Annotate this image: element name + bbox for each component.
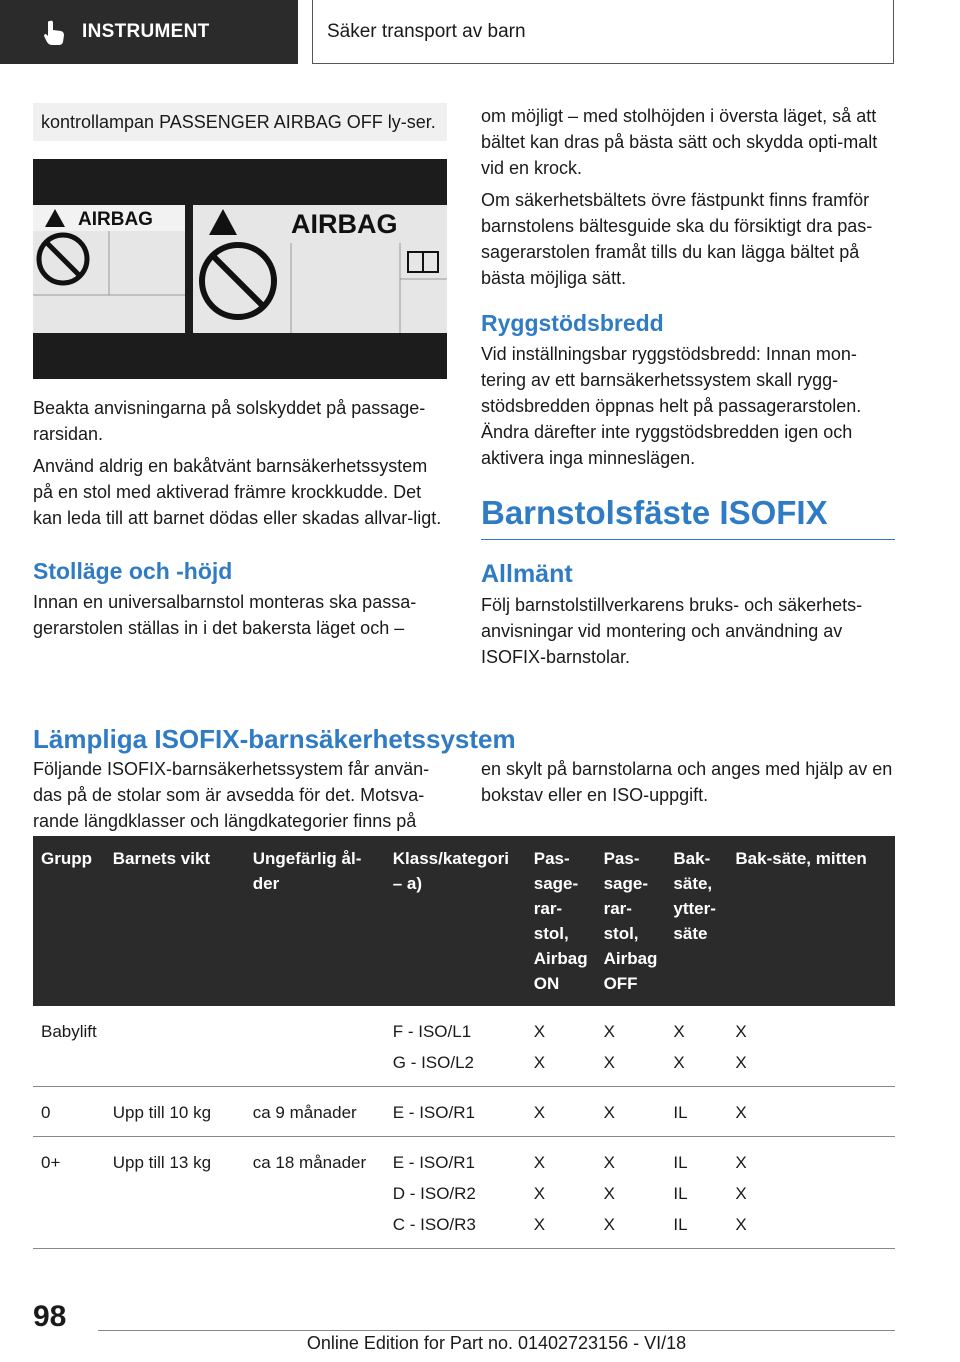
- table-cell: E - ISO/R1 D - ISO/R2 C - ISO/R3: [385, 1137, 526, 1249]
- paragraph: Vid inställningsbar ryggstödsbredd: Innan mon‐tering av ett barnsäkerhetssystem skall rygg‐stödsbredden öppnas helt på passagerarstolen. Ändra därefter inte ryggstödsbredden igen och aktivera inga minneslägen.: [481, 344, 862, 468]
- heading-lampliga-isofix: Lämpliga ISOFIX-barnsäkerhetssystem: [33, 724, 516, 754]
- table-cell: [245, 1006, 385, 1087]
- table-cell: X: [526, 1087, 596, 1137]
- pointing-hand-icon: [40, 18, 68, 46]
- table-row: [33, 1006, 895, 1087]
- column-header: Grupp: [33, 836, 105, 1006]
- heading-isofix: Barnstolsfäste ISOFIX: [481, 493, 895, 540]
- table-cell: X X: [526, 1006, 596, 1087]
- table-cell: Babylift: [33, 1006, 105, 1087]
- table-cell: ca 9 månader: [245, 1087, 385, 1137]
- lower-right-text: [481, 756, 895, 814]
- table-cell: E - ISO/R1: [385, 1087, 526, 1137]
- paragraph: Följande ISOFIX-barnsäkerhetssystem får använ‐das på de stolar som är avsedda för det. Motsva‐rande längdklasser och längdkategorier finns på: [33, 759, 430, 831]
- table-cell: Upp till 13 kg: [105, 1137, 245, 1249]
- column-header: Klass/kategori – a): [385, 836, 526, 1006]
- airbag-text-large: AIRBAG: [291, 209, 398, 239]
- section-label: INSTRUMENT: [82, 21, 210, 42]
- table-cell: X X: [727, 1006, 895, 1087]
- paragraph: Om säkerhetsbältets övre fästpunkt finns framför barnstolens bältesguide ska du försiktigt dra pas‐sagerarstolen framåt tills du kan lägga bältet på bästa möjliga sätt.: [481, 190, 873, 288]
- paragraph: Följ barnstolstillverkarens bruks- och säkerhets‐anvisningar vid montering och användning av ISOFIX-barnstolar.: [481, 595, 863, 667]
- note-text: kontrollampan PASSENGER AIRBAG OFF ly‐ser.: [41, 112, 436, 132]
- chapter-tab: [312, 0, 894, 64]
- chapter-title: Säker transport av barn: [327, 20, 526, 42]
- airbag-label-image: [33, 159, 447, 379]
- table-cell: IL IL IL: [665, 1137, 727, 1249]
- heading-stollage: Stolläge och -höjd: [33, 558, 233, 584]
- table-cell: ca 18 månader: [245, 1137, 385, 1249]
- table-cell: X X: [596, 1006, 666, 1087]
- isofix-table: [33, 836, 895, 1249]
- table-cell: X X X: [526, 1137, 596, 1249]
- table-cell: Upp till 10 kg: [105, 1087, 245, 1137]
- table-cell: 0+: [33, 1137, 105, 1249]
- table-header-row: [33, 836, 895, 1006]
- paragraph: en skylt på barnstolarna och anges med hjälp av en bokstav eller en ISO-uppgift.: [481, 759, 893, 805]
- lower-left-text: [33, 756, 447, 840]
- right-column: [481, 103, 895, 676]
- heading-ryggstodsbredd: Ryggstödsbredd: [481, 310, 664, 336]
- column-header: Ungefärlig ål‐der: [245, 836, 385, 1006]
- paragraph: Innan en universalbarnstol monteras ska passa‐gerarstolen ställas in i det bakersta läget och –: [33, 592, 417, 638]
- paragraph: om möjligt – med stolhöjden i översta läget, så att bältet kan dras på bästa sätt och skydda opti‐malt vid en krock.: [481, 106, 878, 178]
- column-header: Barnets vikt: [105, 836, 245, 1006]
- left-column: [33, 103, 447, 647]
- table-cell: X X X: [596, 1137, 666, 1249]
- table-cell: X X X: [727, 1137, 895, 1249]
- table-cell: [105, 1006, 245, 1087]
- table-row: [33, 1087, 895, 1137]
- table-cell: X: [596, 1087, 666, 1137]
- note-box: [33, 103, 447, 141]
- paragraph: Beakta anvisningarna på solskyddet på passage‐rarsidan.: [33, 398, 426, 444]
- column-header: Pas‐sage‐rar‐stol, Airbag ON: [526, 836, 596, 1006]
- paragraph: Använd aldrig en bakåtvänt barnsäkerhetssystem på en stol med aktiverad främre krockkudde. Det kan leda till att barnet dödas eller skadas allvar‐ligt.: [33, 456, 442, 528]
- table-cell: F - ISO/L1 G - ISO/L2: [385, 1006, 526, 1087]
- table-cell: IL: [665, 1087, 727, 1137]
- section-tab: [0, 0, 298, 64]
- page-number: 98: [33, 1300, 67, 1333]
- footer-rule: [98, 1330, 895, 1331]
- table-cell: X X: [665, 1006, 727, 1087]
- footer-edition: Online Edition for Part no. 01402723156 - VI/18: [306, 1333, 687, 1353]
- airbag-text-small: AIRBAG: [78, 209, 153, 230]
- table-cell: 0: [33, 1087, 105, 1137]
- table-row: [33, 1137, 895, 1249]
- column-header: Bak‐säte, mitten: [727, 836, 895, 1006]
- column-header: Pas‐sage‐rar‐stol, Airbag OFF: [596, 836, 666, 1006]
- column-header: Bak‐säte, ytter‐säte: [665, 836, 727, 1006]
- table-cell: X: [727, 1087, 895, 1137]
- heading-allmant: Allmänt: [481, 560, 573, 588]
